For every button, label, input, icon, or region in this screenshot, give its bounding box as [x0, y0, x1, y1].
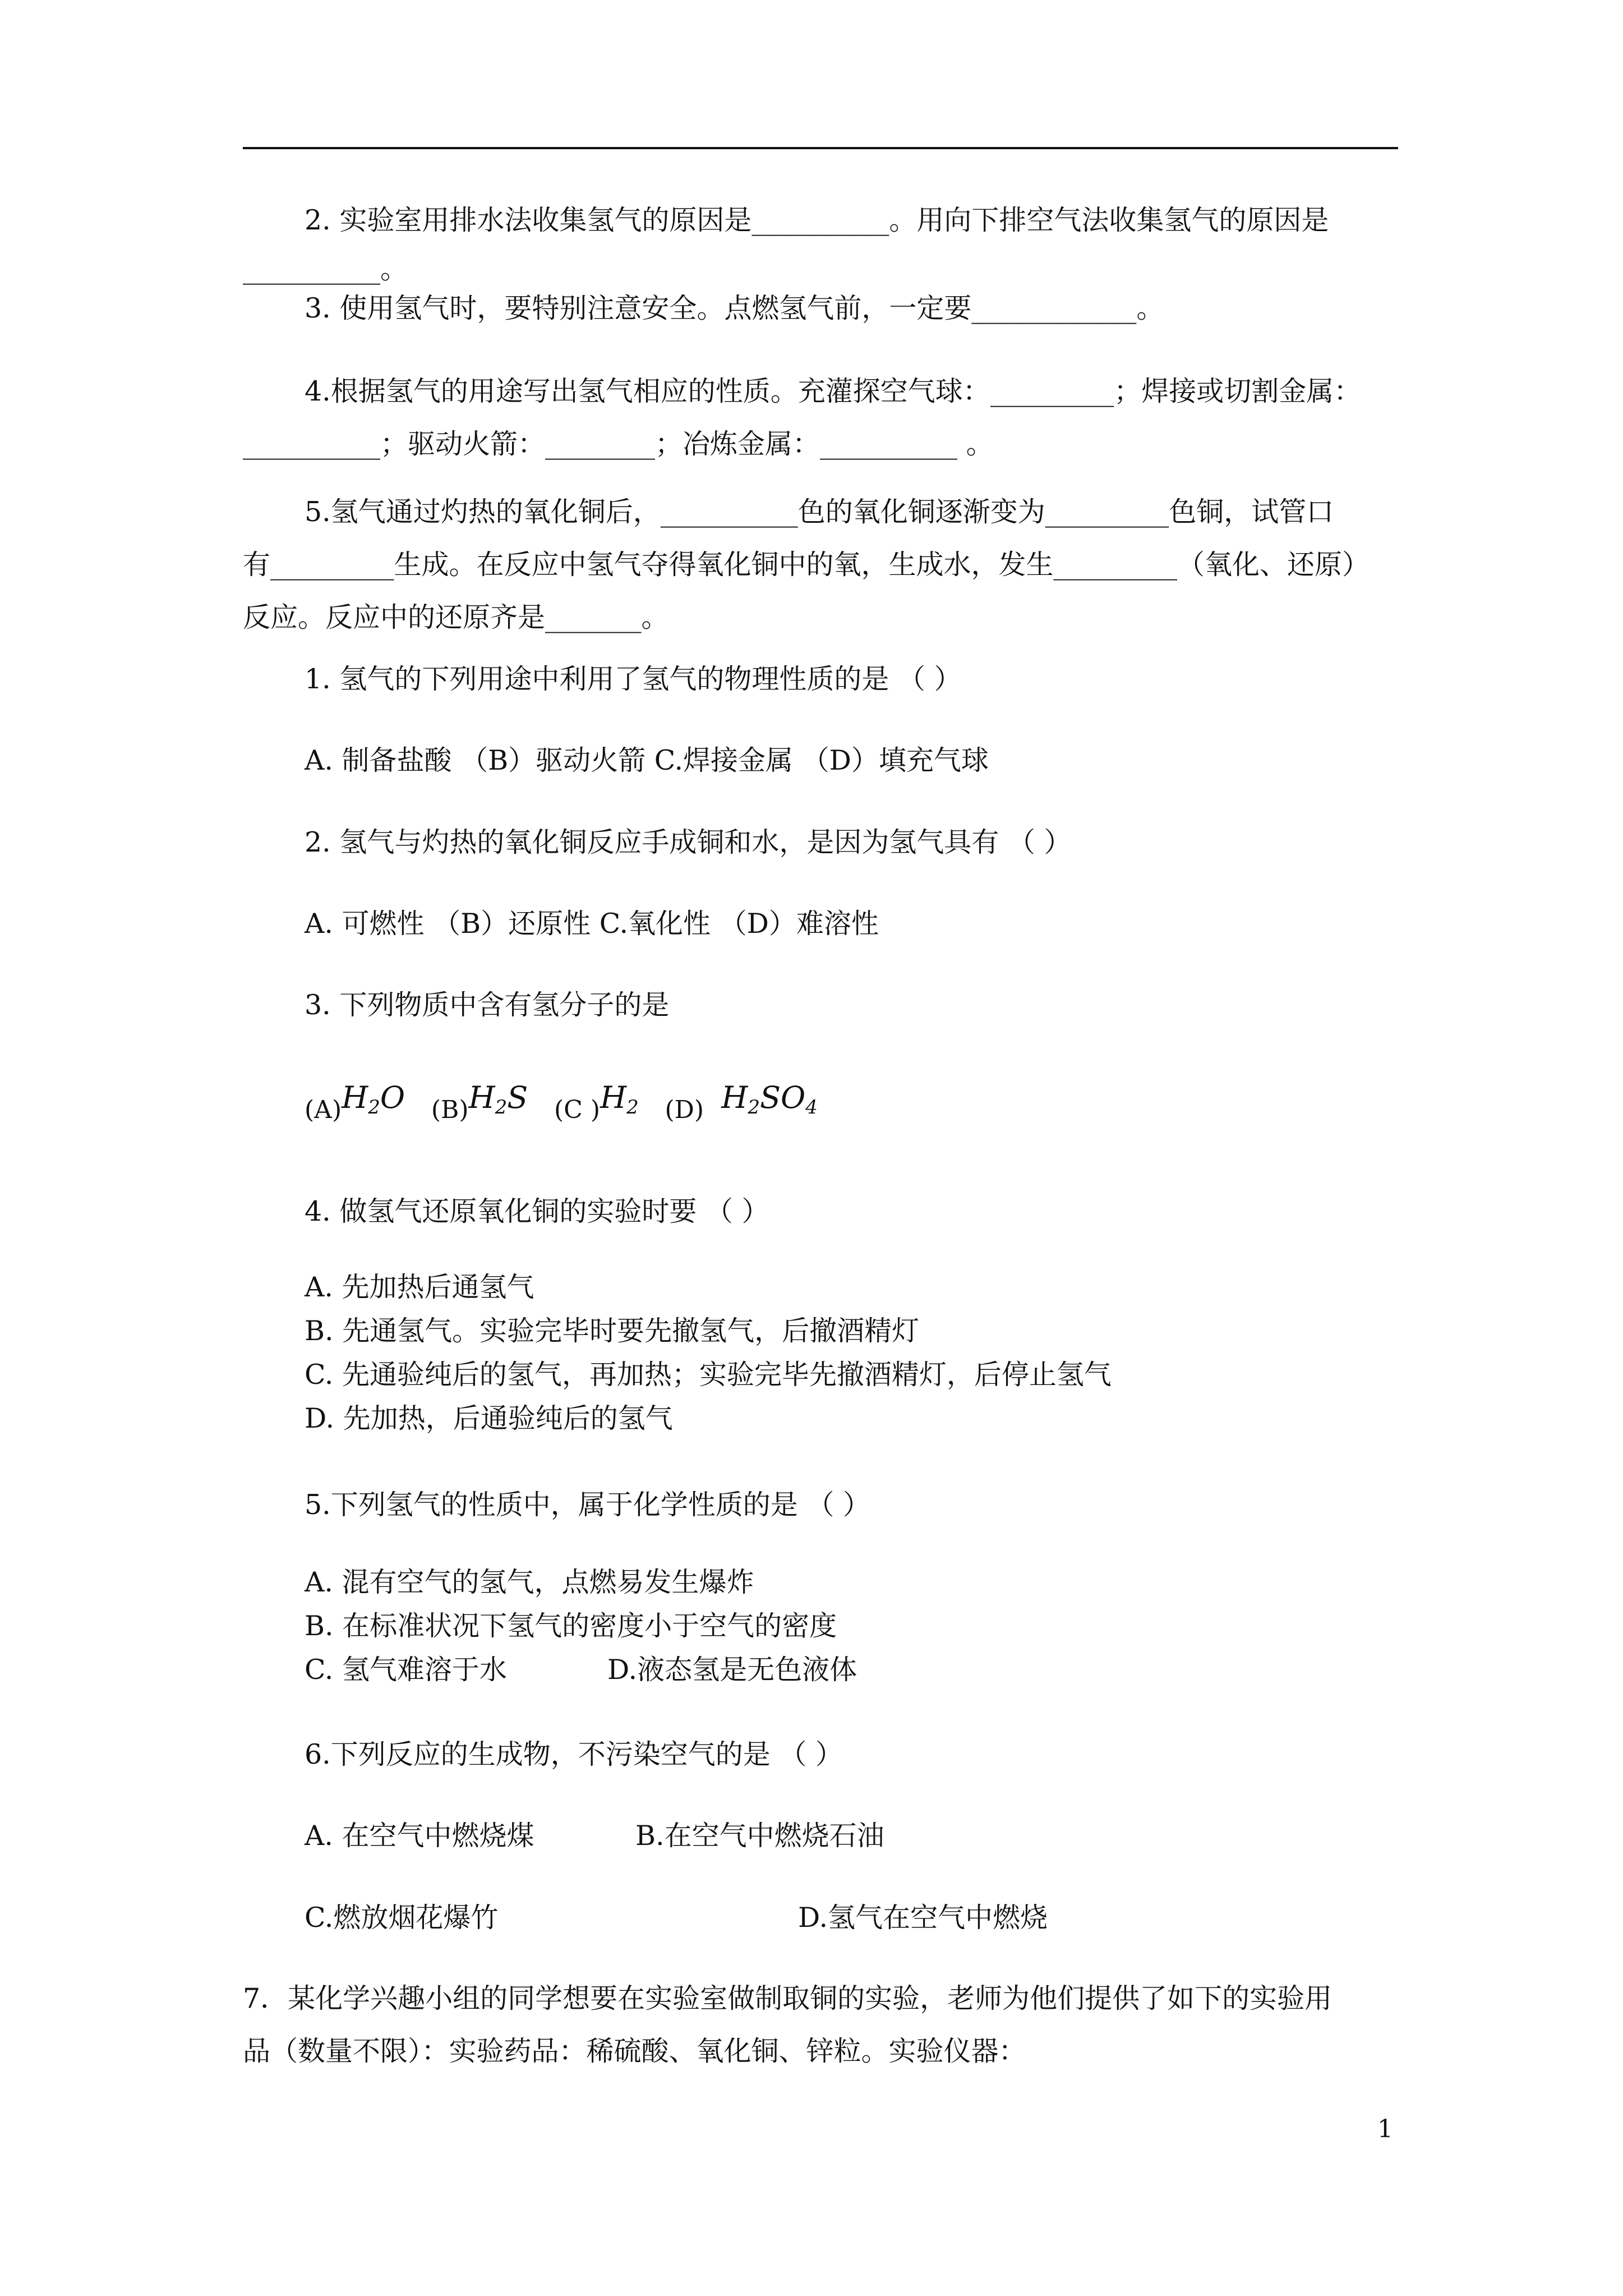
header-rule: [243, 147, 1398, 149]
mc6-options-cd: [243, 1892, 1398, 1944]
mc-question-6-row2: [243, 1892, 1398, 1944]
mc-question-4-options: [243, 1266, 1398, 1441]
option-d-label: (D): [665, 1096, 704, 1124]
q4-line2: __________；驱动火箭：________；冶炼金属：__________ 。: [243, 428, 994, 460]
mc4-option-a: A. 先加热后通氢气: [305, 1271, 534, 1303]
mc5-question: 5.下列氢气的性质中，属于化学性质的是 （ ）: [305, 1489, 870, 1521]
formula-h2: $H_2$: [600, 1080, 639, 1119]
mc5-option-b: B. 在标准状况下氢气的密度小于空气的密度: [305, 1610, 837, 1642]
mc-question-3: [243, 979, 1398, 1032]
mc5-option-d: D.液态氢是无色液体: [607, 1654, 857, 1686]
page-number: 1: [1377, 2115, 1393, 2143]
q5-line1: 5.氢气通过灼热的氧化铜后，__________色的氧化铜逐渐变为_________色铜，试管口: [305, 496, 1334, 528]
q7-line2: 品（数量不限）：实验药品：稀硫酸、氧化铜、锌粒。实验仪器：: [243, 2035, 1026, 2067]
mc3-question: 3. 下列物质中含有氢分子的是: [305, 989, 670, 1021]
mc-question-3-options: [243, 1080, 1398, 1145]
q4-line1: 4.根据氢气的用途写出氢气相应的性质。充灌探空气球：_________；焊接或切割金属：: [305, 375, 1362, 407]
option-a-label: (A): [305, 1096, 342, 1124]
mc-question-4: [243, 1185, 1398, 1238]
mc6-option-d: D.氢气在空气中燃烧: [798, 1902, 1048, 1934]
formula-h2o: $H_2O$: [342, 1080, 405, 1119]
q5-line2: 有_________生成。在反应中氢气夺得氧化铜中的氧，生成水，发生_________（氧化、还原）: [243, 549, 1370, 581]
mc-question-5-options: [243, 1561, 1398, 1692]
fill-in-question-2: [243, 194, 1398, 247]
mc-question-6-row1: [243, 1810, 1398, 1862]
mc6-question: 6.下列反应的生成物，不污染空气的是 （ ）: [305, 1738, 843, 1770]
mc4-option-b: B. 先通氢气。实验完毕时要先撤氢气，后撤酒精灯: [305, 1315, 920, 1347]
mc5-option-cd: [243, 1648, 1398, 1692]
mc4-option-d: D. 先加热，后通验纯后的氢气: [305, 1402, 673, 1434]
mc-question-1-options: [243, 734, 1398, 787]
q7-line1: 7．某化学兴趣小组的同学想要在实验室做制取铜的实验，老师为他们提供了如下的实验用: [243, 1982, 1332, 2014]
q2-line1: 2. 实验室用排水法收集氢气的原因是__________。用向下排空气法收集氢气的原因是: [305, 204, 1329, 236]
mc3-options: [243, 1080, 1398, 1145]
formula-h2so4: $H_2SO_4$: [721, 1080, 818, 1119]
mc4-option-c: C. 先通验纯后的氢气，再加热；实验完毕先撤酒精灯，后停止氢气: [305, 1359, 1112, 1391]
mc-question-6: [243, 1728, 1398, 1781]
mc-question-2-options: [243, 898, 1398, 950]
mc4-question: 4. 做氢气还原氧化铜的实验时要 （ ）: [305, 1195, 769, 1227]
formula-h2s: $H_2S$: [468, 1080, 528, 1119]
q5-line3: 反应。反应中的还原齐是_______。: [243, 601, 669, 633]
mc1-options: A. 制备盐酸 （B）驱动火箭 C.焊接金属 （D）填充气球: [305, 744, 989, 776]
mc6-option-c: C.燃放烟花爆竹: [305, 1902, 499, 1934]
mc6-option-a: A. 在空气中燃烧煤: [305, 1820, 534, 1852]
fill-in-question-4: [243, 365, 1398, 471]
q2-line2: __________。: [243, 253, 408, 285]
mc-question-1: [243, 653, 1398, 706]
option-b-label: (B): [431, 1096, 469, 1124]
mc2-options: A. 可燃性 （B）还原性 C.氧化性 （D）难溶性: [305, 908, 879, 940]
mc-question-5: [243, 1479, 1398, 1531]
mc5-option-a: A. 混有空气的氢气，点燃易发生爆炸: [305, 1566, 754, 1598]
mc5-option-c: C. 氢气难溶于水: [305, 1654, 507, 1686]
option-c-label: (C ): [554, 1096, 600, 1124]
q3-text: 3. 使用氢气时，要特别注意安全。点燃氢气前，一定要____________。: [305, 292, 1164, 324]
fill-in-question-3: [243, 282, 1398, 335]
mc6-option-b: B.在空气中燃烧石油: [635, 1820, 884, 1852]
fill-in-question-5: [243, 486, 1398, 644]
question-7: [243, 1972, 1398, 2078]
mc1-question: 1. 氢气的下列用途中利用了氢气的物理性质的是 （ ）: [305, 663, 962, 695]
mc-question-2: [243, 816, 1398, 869]
mc2-question: 2. 氢气与灼热的氧化铜反应手成铜和水，是因为氢气具有 （ ）: [305, 826, 1072, 858]
mc6-options-ab: [243, 1810, 1398, 1862]
